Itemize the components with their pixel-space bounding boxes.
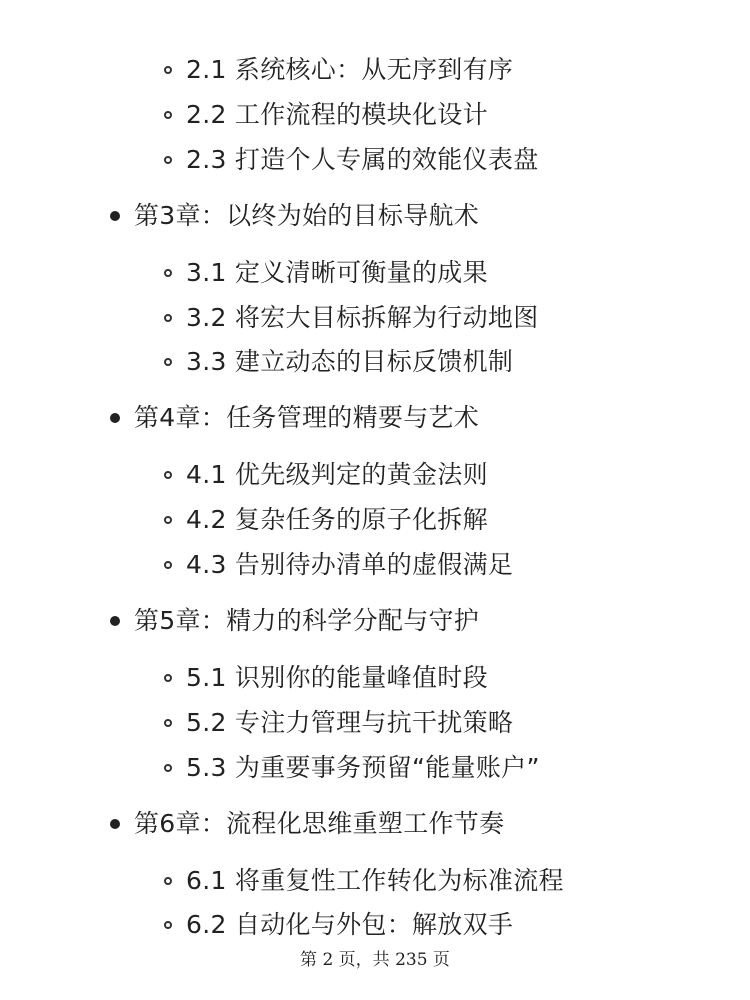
toc-chapter-label: 第4章：任务管理的精要与艺术 [134,403,480,432]
toc-section-label: 3.2 将宏大目标拆解为行动地图 [186,303,539,332]
toc-section-label: 5.3 为重要事务预留“能量账户” [186,753,540,782]
toc-section-label: 6.2 自动化与外包：解放双手 [186,910,514,939]
toc-section-3-3 [164,342,513,382]
toc-section-3-2 [164,298,539,338]
toc-section-label: 4.1 优先级判定的黄金法则 [186,460,488,489]
hollow-bullet-icon [164,156,172,164]
toc-section-label: 2.3 打造个人专属的效能仪表盘 [186,145,539,174]
toc-section-label: 4.3 告别待办清单的虚假满足 [186,550,514,579]
hollow-bullet-icon [164,674,172,682]
toc-section-5-2 [164,703,513,743]
toc-section-6-1 [164,861,564,901]
filled-bullet-icon [110,616,120,626]
toc-section-4-3 [164,545,513,585]
toc-section-2-2 [164,95,488,135]
hollow-bullet-icon [164,561,172,569]
hollow-bullet-icon [164,719,172,727]
hollow-bullet-icon [164,111,172,119]
toc-section-6-2 [164,905,513,945]
hollow-bullet-icon [164,516,172,524]
hollow-bullet-icon [164,358,172,366]
toc-chapter-label: 第6章：流程化思维重塑工作节奏 [134,809,505,838]
toc-section-label: 3.3 建立动态的目标反馈机制 [186,347,514,376]
toc-section-label: 6.1 将重复性工作转化为标准流程 [186,866,564,895]
toc-section-4-1 [164,455,488,495]
page-indicator: 第 2 页，共 235 页 [300,950,450,970]
toc-section-label: 3.1 定义清晰可衡量的成果 [186,258,488,287]
hollow-bullet-icon [164,66,172,74]
filled-bullet-icon [110,413,120,423]
toc-chapter-5 [110,601,479,641]
toc-chapter-label: 第3章：以终为始的目标导航术 [134,201,480,230]
hollow-bullet-icon [164,314,172,322]
toc-section-2-1 [164,50,513,90]
toc-section-5-3 [164,748,540,788]
toc-section-label: 5.1 识别你的能量峰值时段 [186,663,488,692]
toc-section-label: 2.2 工作流程的模块化设计 [186,100,488,129]
toc-section-label: 4.2 复杂任务的原子化拆解 [186,505,488,534]
hollow-bullet-icon [164,921,172,929]
hollow-bullet-icon [164,764,172,772]
hollow-bullet-icon [164,471,172,479]
toc-section-label: 2.1 系统核心：从无序到有序 [186,55,514,84]
toc-section-5-1 [164,658,488,698]
hollow-bullet-icon [164,877,172,885]
filled-bullet-icon [110,819,120,829]
toc-section-4-2 [164,500,488,540]
toc-chapter-6 [110,804,504,844]
toc-chapter-3 [110,196,479,236]
toc-section-3-1 [164,253,488,293]
toc-chapter-label: 第5章：精力的科学分配与守护 [134,606,480,635]
hollow-bullet-icon [164,269,172,277]
toc-section-2-3 [164,140,539,180]
toc-chapter-4 [110,398,479,438]
toc-section-label: 5.2 专注力管理与抗干扰策略 [186,708,514,737]
filled-bullet-icon [110,211,120,221]
